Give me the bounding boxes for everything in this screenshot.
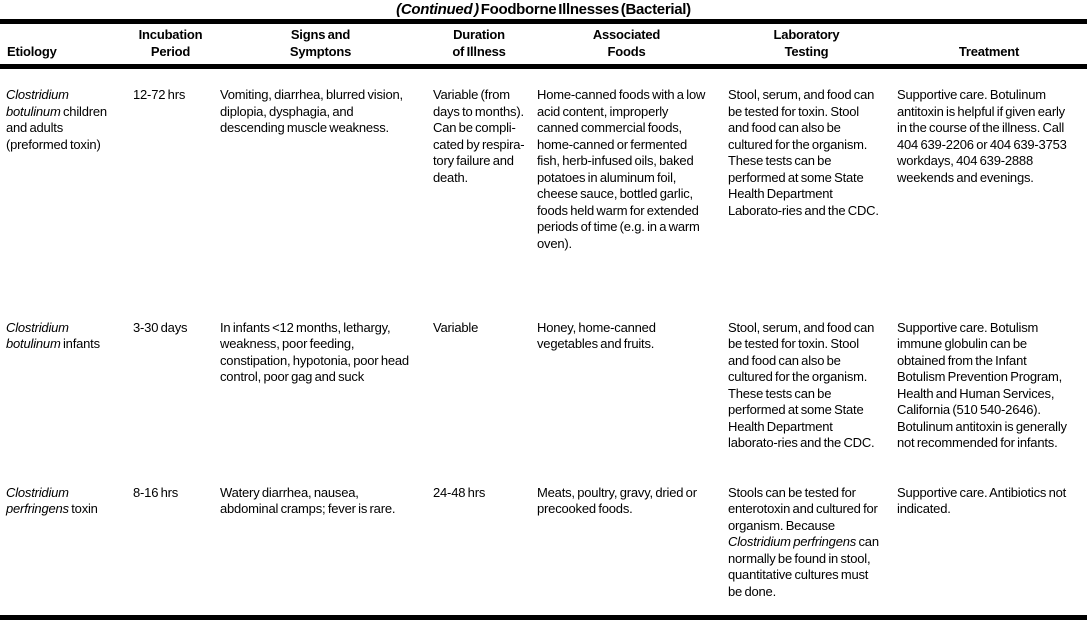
- header-line2: Period: [150, 43, 191, 59]
- table-body: [0, 67, 1087, 618]
- etiology-detail: infants: [60, 336, 100, 351]
- treatment-cell: Supportive care. Botulism immune globulin can be obtained from the Infant Botulism Prevention Program, Health and Human Services, California (510 540-2646). Botulinum antitoxin is generally not recommended for infants.: [897, 319, 1067, 450]
- header-line2: Etiology: [7, 43, 57, 59]
- species-name: Clostridium botulinum: [6, 319, 69, 351]
- header-line2: Symptons: [289, 43, 352, 59]
- etiology-detail: toxin: [68, 501, 98, 516]
- associated-foods-cell: Meats, poultry, gravy, dried or precooked foods.: [537, 484, 697, 516]
- header-line2: Testing: [784, 43, 829, 59]
- laboratory-testing-cell: [722, 485, 891, 618]
- duration-cell: Variable: [433, 319, 479, 335]
- laboratory-testing-cell: [722, 67, 891, 320]
- duration-cell: 24-48 hrs: [433, 484, 486, 500]
- lab-text: Stool, serum, and food can be tested for toxin. Stool and food can also be cultured for the organism. These tests can be performed at some State Health Department laborato-ries and the CDC.: [728, 319, 875, 450]
- column-header-duration: [427, 22, 531, 67]
- title-main-label: Foodborne Illnesses (Bacterial): [480, 1, 691, 18]
- foodborne-illness-table: [0, 19, 1087, 620]
- column-header-associated-foods: [531, 22, 722, 67]
- column-header-incubation-period: [127, 22, 214, 67]
- species-name: Clostridium botulinum: [6, 87, 69, 119]
- header-line1: Incubation: [138, 27, 203, 42]
- column-header-treatment: [891, 22, 1087, 67]
- associated-foods-cell: Honey, home-canned vegetables and fruits.: [537, 319, 656, 351]
- header-line1: Associated: [592, 27, 661, 42]
- table-header: [0, 22, 1087, 67]
- incubation-cell: 12-72 hrs: [133, 87, 186, 102]
- column-header-laboratory-testing: [722, 22, 891, 67]
- column-header-etiology: [0, 22, 127, 67]
- associated-foods-cell: Home-canned foods with a low acid content, improperly canned commercial foods, home-canned or fermented fish, herb-infused oils, baked potatoes in aluminum foil, cheese sauce, bottled garlic, foods held warm for extended periods of time (e.g. in a warm oven).: [537, 87, 706, 251]
- incubation-cell: 3-30 days: [133, 319, 188, 335]
- header-line2: Treatment: [958, 43, 1020, 59]
- treatment-cell: Supportive care. Botulinum antitoxin is helpful if given early in the course of the illness. Call 404 639-2206 or 404 639-3753 workdays, 404 639-2888 weekends and evenings.: [897, 87, 1067, 185]
- laboratory-testing-cell: [722, 320, 891, 485]
- treatment-cell: Supportive care. Antibiotics not indicated.: [897, 484, 1067, 516]
- signs-symptoms-cell: Watery diarrhea, nausea, abdominal cramps; fever is rare.: [220, 484, 396, 516]
- header-line2: Foods: [607, 43, 646, 59]
- incubation-cell: 8-16 hrs: [133, 484, 179, 500]
- header-line1: Laboratory: [773, 27, 840, 42]
- signs-symptoms-cell: In infants <12 months, lethargy, weakness, poor feeding, constipation, hypotonia, poor head control, poor gag and suck: [220, 319, 409, 384]
- etiology-cell: [0, 485, 127, 618]
- table-row-perfringens: [0, 485, 1087, 618]
- header-row: [0, 22, 1087, 67]
- header-line1: Signs and: [290, 27, 351, 42]
- etiology-cell: [0, 67, 127, 320]
- lab-text: can normally be found in stool, quantitative cultures must be done.: [728, 534, 879, 599]
- etiology-cell: [0, 320, 127, 485]
- column-header-signs-symptoms: [214, 22, 427, 67]
- lab-text: Stool, serum, and food can be tested for toxin. Stool and food can also be cultured for the organism. These tests can be performed at some State Health Department Laborato-ries and the CDC.: [728, 87, 879, 218]
- signs-symptoms-cell: Vomiting, diarrhea, blurred vision, diplopia, dysphagia, and descending muscle weakness.: [220, 87, 403, 135]
- species-name: Clostridium perfringens: [6, 484, 69, 516]
- header-line1: Duration: [453, 27, 505, 42]
- etiology-detail: children and adults (preformed toxin): [6, 103, 107, 152]
- duration-cell: Variable (from days to months). Can be compli-cated by respira-tory failure and death.: [433, 87, 525, 185]
- species-name: Clostridium perfringens: [728, 534, 857, 549]
- header-line2: of Illness: [452, 43, 506, 59]
- page-title: [0, 0, 1087, 19]
- lab-text: Stools can be tested for enterotoxin and cultured for organism. Because: [728, 484, 878, 533]
- table-row-botulinum-adults: [0, 67, 1087, 320]
- table-row-botulinum-infants: [0, 320, 1087, 485]
- title-continued-label: (Continued ): [396, 1, 481, 18]
